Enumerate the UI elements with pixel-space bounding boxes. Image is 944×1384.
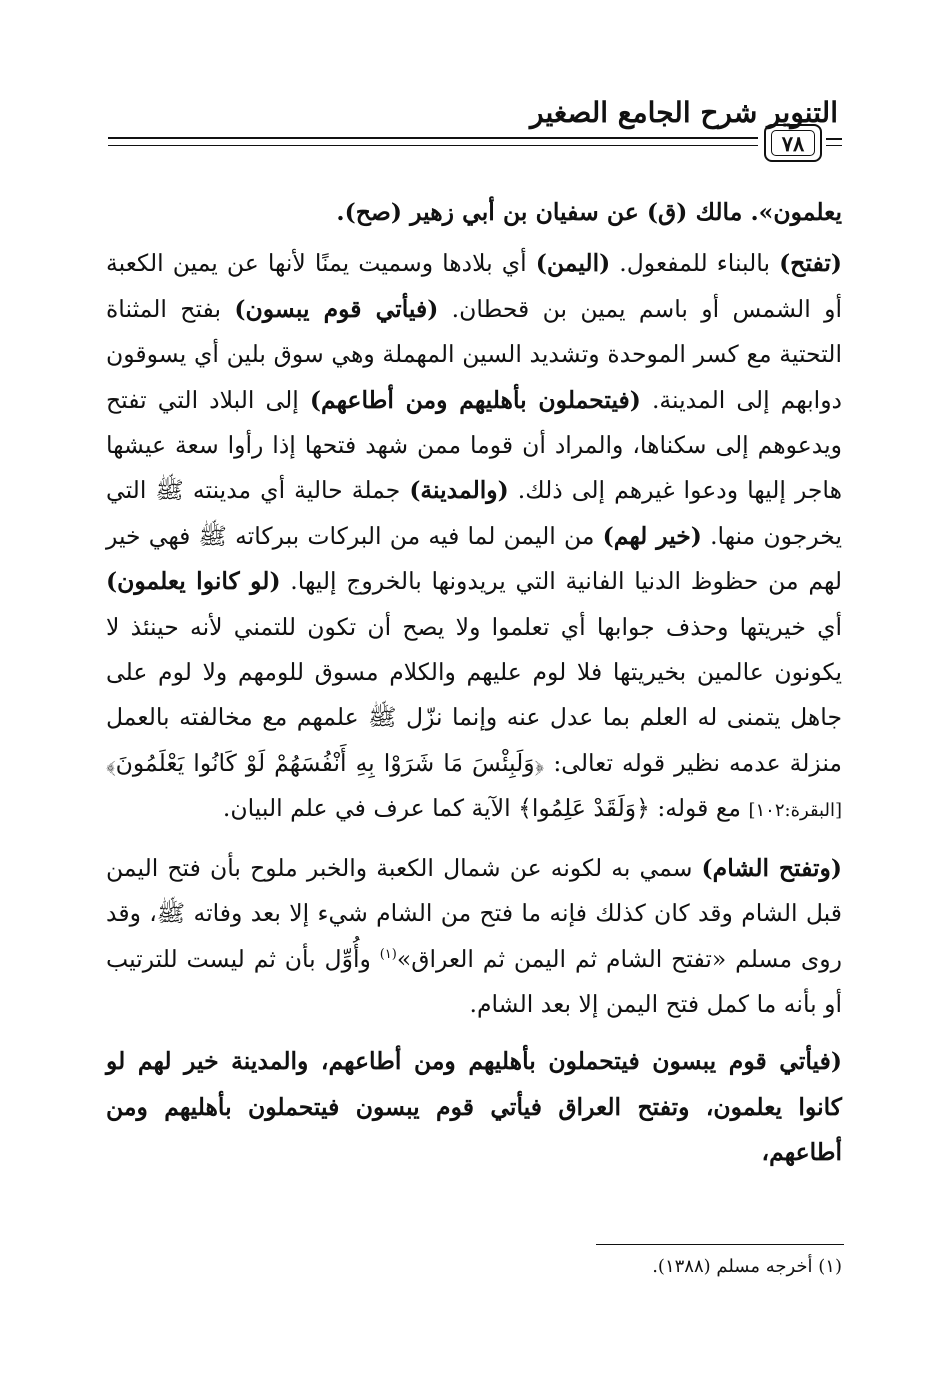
hadith-term: (لو كانوا يعلمون) (106, 567, 281, 596)
header-rule (108, 145, 758, 146)
paragraph (106, 241, 842, 833)
hadith-term: (فيأتي قوم يبسون) (234, 294, 439, 323)
footnote: (١) أخرجه مسلم (١٣٨٨). (652, 1256, 842, 1277)
hadith-term: (والمدينة) (409, 476, 509, 505)
hadith-term: (خير لهم) (602, 521, 702, 550)
page-number-frame (764, 124, 822, 162)
commentary-text: إلى البلاد التي تفتح ويدعوهم إلى سكناها، والمراد أن قوما ممن شهد فتحها إذا رأوا سعة عيشها هاجر إليها ودعوا غيرهم إلى ذلك. (106, 385, 842, 505)
commentary-text: أي خيريتها وحذف جوابها أي تعلموا ولا يصح أن تكون للتمني لأنه حينئذ لا يكونون عالمين بخيريتها فلا لوم عليهم والكلام مسوق للومهم ولا لوم على جاهل يتمنى له العلم بما عدل عنه وإنما نزّل ﷺ علمهم مع مخالفته بالعمل منزلة عدمه نظير قوله تعالى: ﴿وَلَبِئْسَ مَا شَرَوْا بِهِ أَنْفُسَهُمْ لَوْ كَانُوا يَعْلَمُونَ﴾ (106, 612, 842, 777)
header-rule (826, 138, 842, 140)
commentary-text: بفتح المثناة التحتية مع كسر الموحدة وتشديد السين المهملة وهي سوق بلين أي يسوقون دوابهم إلى المدينة. (106, 294, 843, 414)
commentary-text: جملة حالية أي مدينته ﷺ التي يخرجون منها. (106, 476, 842, 550)
commentary-text: مع قوله: ﴿وَلَقَدْ عَلِمُوا﴾ الآية كما عرف في علم البيان. (222, 794, 749, 823)
hadith-term: (تفتح) (779, 249, 842, 278)
commentary-text: وأُوِّل بأن ثم ليست للترتيب أو بأنه ما كمل فتح اليمن إلا بعد الشام. (106, 944, 842, 1018)
footnote-marker: (١) (379, 946, 397, 962)
running-header-title: التنوير شرح الجامع الصغير (530, 96, 838, 129)
header-rule (108, 137, 758, 139)
commentary-text: من اليمن لما فيه من البركات ببركاته ﷺ فهي خير لهم من حظوظ الدنيا الفانية التي يريدونها بالخروج إليها. (106, 521, 842, 596)
paragraph: يعلمون». مالك (ق) عن سفيان بن أبي زهير (صح). (336, 198, 842, 226)
paragraph: (فيأتي قوم يبسون فيتحملون بأهليهم ومن أطاعهم، والمدينة خير لهم لو كانوا يعلمون، وتفتح العراق فيأتي قوم يبسون فيتحملون بأهليهم ومن أطاعهم، (106, 1047, 842, 1167)
header-rule (826, 145, 842, 146)
page-number: ٧٨ (771, 130, 815, 156)
body-text (106, 190, 842, 1188)
hadith-term: (اليمن) (535, 249, 611, 278)
quran-reference: [البقرة:١٠٢] (748, 800, 842, 822)
commentary-text: سمي به لكونه عن شمال الكعبة والخبر ملوح بأن فتح اليمن قبل الشام وقد كان كذلك فإنه ما فتح من الشام شيء إلا بعد وفاته ﷺ، وقد روى مسلم «تفتح الشام ثم اليمن ثم العراق» (106, 853, 843, 973)
hadith-term: (فيتحملون بأهليهم ومن أطاعهم) (309, 385, 641, 414)
commentary-text: بالبناء للمفعول. (610, 249, 780, 278)
hadith-term: (وتفتح الشام) (701, 853, 843, 882)
commentary-text: أي بلادها وسميت يمنًا لأنها عن يمين الكعبة أو الشمس أو باسم يمين بن قحطان. (106, 249, 842, 323)
paragraph (106, 846, 842, 1028)
footnote-rule (596, 1244, 844, 1245)
